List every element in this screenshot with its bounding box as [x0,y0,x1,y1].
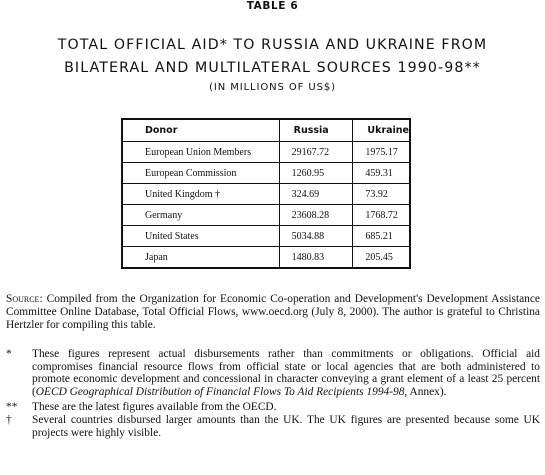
ukraine-cell: 73.92 [353,184,410,205]
footnote-asterisk [6,348,540,398]
table-header-row [122,119,410,142]
table-row [122,226,410,247]
russia-cell: 23608.28 [279,205,353,226]
footnote-text: Several countries disbursed larger amounts than the UK. The UK figures are presented because some UK projects were highly visible. [32,413,540,439]
russia-cell: 324.69 [279,184,353,205]
table-row [122,184,410,205]
table-row [122,205,410,226]
russia-cell: 1260.95 [279,163,353,184]
ukraine-cell: 1975.17 [353,142,410,163]
ukraine-cell: 685.21 [353,226,410,247]
footnote-mark: ** [6,401,18,414]
donor-cell: United States [122,226,279,247]
russia-cell: 29167.72 [279,142,353,163]
donor-cell: European Commission [122,163,279,184]
footnote-text-end: , Annex). [404,385,447,398]
source-text: : Compiled from the Organization for Economic Co-operation and Development's Development Assistance Committee Online Database, Total Official Flows, www.oecd.org (July 8, 2000). The author is grateful to Christina Hertzler for compiling this table. [6,293,540,331]
russia-cell: 1480.83 [279,247,353,269]
footnote-italic-title: OECD Geographical Distribution of Financial Flows To Aid Recipients 1994-98 [35,385,405,398]
donor-cell: United Kingdom † [122,184,279,205]
ukraine-cell: 205.45 [353,247,410,269]
russia-cell: 5034.88 [279,226,353,247]
footnotes [6,348,540,439]
table-title-line-1: TOTAL OFFICIAL AID* TO RUSSIA AND UKRAINE FROM [57,37,488,53]
footnote-mark: † [6,413,12,426]
table-number: TABLE 6 [246,0,299,12]
ukraine-cell: 1768.72 [353,205,410,226]
table-row [122,247,410,269]
footnote-text: These are the latest figures available from the OECD. [32,401,277,414]
footnote-double-asterisk [6,401,540,414]
table-row [122,142,410,163]
column-header-donor: Donor [122,119,279,142]
aid-table [121,118,411,269]
donor-cell: Japan [122,247,279,269]
footnote-text: These figures represent actual disbursements rather than commitments or obligations. Official aid compromises financial resource flows from official state or local agencies that are both administered to promote economic development and concessional in character conveying a grant element of a least 25 percent ( [32,348,540,398]
source-label: Source [6,293,40,305]
column-header-russia: Russia [279,119,353,142]
source-note [6,293,540,332]
footnote-mark: * [6,348,12,360]
ukraine-cell: 459.31 [353,163,410,184]
donor-cell: Germany [122,205,279,226]
table-title-line-2: BILATERAL AND MULTILATERAL SOURCES 1990-98** [64,60,481,76]
footnote-dagger [6,414,540,439]
table-title [0,34,545,80]
donor-cell: European Union Members [122,142,279,163]
table-row [122,163,410,184]
table-units: (IN MILLIONS OF US$) [209,82,336,93]
column-header-ukraine: Ukraine [353,119,410,142]
